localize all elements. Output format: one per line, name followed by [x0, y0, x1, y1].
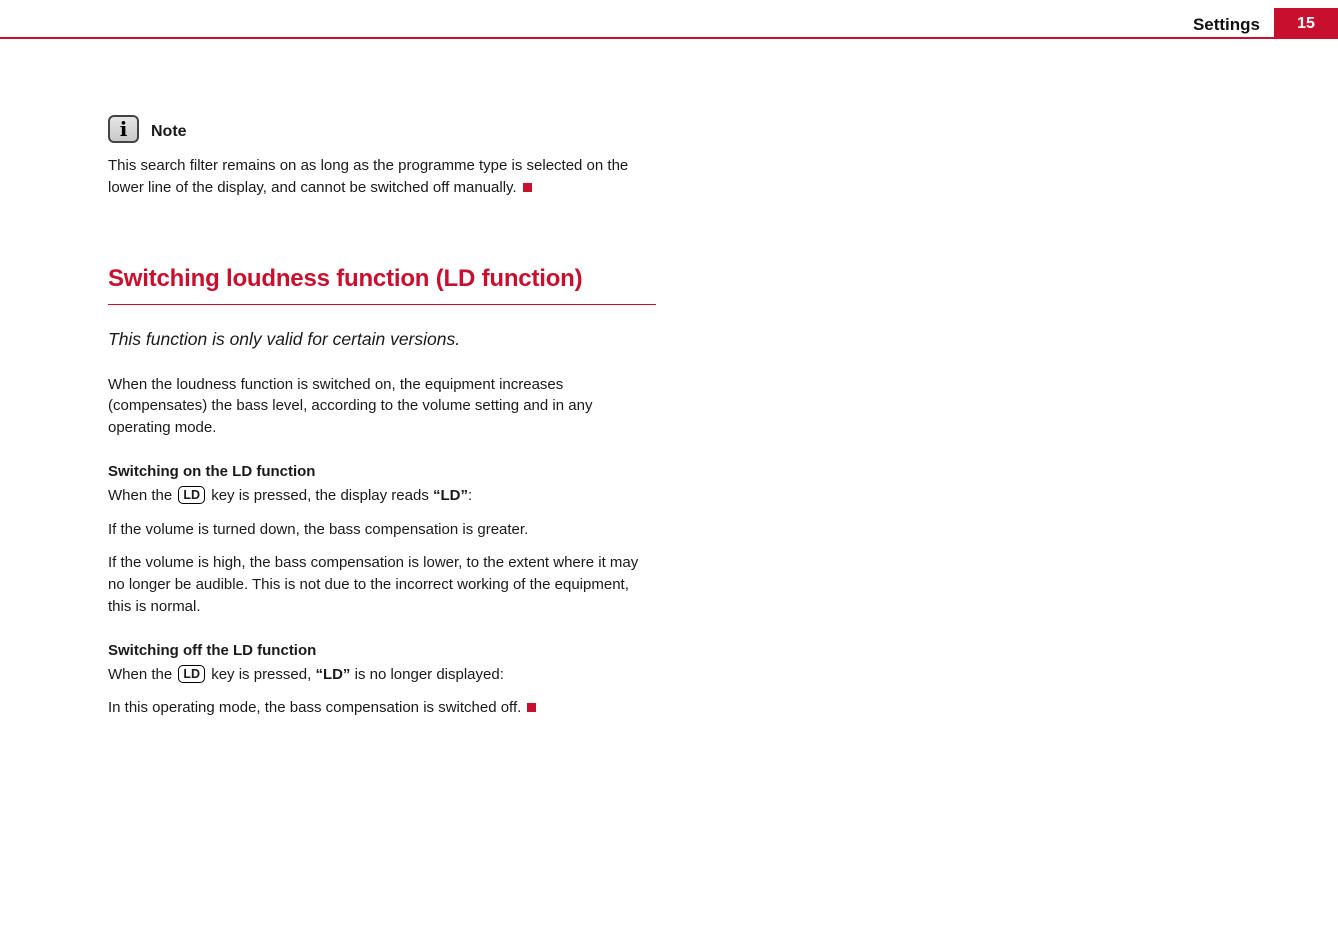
switch-on-paragraph-2: If the volume is turned down, the bass compensation is greater. — [108, 520, 529, 538]
validity-note: This function is only valid for certain versions. — [108, 328, 461, 349]
note-label: Note — [151, 123, 187, 140]
page-content — [0, 115, 660, 719]
intro-paragraph: When the loudness function is switched on, the equipment increases (compensates) the bass level, according to the volume setting and in any operating mode. — [108, 375, 593, 436]
section-title: Switching loudness function (LD function) — [108, 265, 656, 305]
note-block — [108, 115, 656, 199]
switch-on-line1-bold: “LD” — [433, 486, 468, 504]
switch-off-paragraph-2 — [108, 697, 656, 719]
switch-off-line1-middle: key is pressed, — [207, 665, 316, 683]
switch-off-line1 — [108, 664, 656, 686]
switch-off-line1-bold: “LD” — [315, 665, 351, 683]
switch-on-line1 — [108, 485, 656, 507]
switch-off-line1-prefix: When the — [108, 665, 177, 683]
note-text-body: This search filter remains on as long as the programme type is selected on the lower line of the display, and cannot be switched off manually. — [108, 157, 629, 196]
subheading-switch-on: Switching on the LD function — [108, 462, 316, 480]
subheading-switch-off: Switching off the LD function — [108, 641, 317, 659]
header-title: Settings — [1192, 15, 1260, 34]
switch-on-line1-suffix: : — [468, 486, 473, 504]
page-header — [0, 0, 1338, 39]
switch-on-paragraph-3: If the volume is high, the bass compensation is lower, to the extent where it may no longer be audible. This is not due to the incorrect working of the equipment, this is normal. — [108, 554, 639, 615]
note-header — [108, 115, 656, 143]
end-of-section-marker — [523, 183, 532, 192]
switch-on-line1-middle: key is pressed, the display reads — [207, 486, 433, 504]
switch-off-line1-suffix: is no longer displayed: — [350, 665, 504, 683]
note-text — [108, 155, 656, 199]
page-number-badge: 15 — [1274, 8, 1338, 39]
switch-on-line1-prefix: When the — [108, 486, 177, 504]
end-of-section-marker — [527, 703, 536, 712]
ld-key-label: LD — [178, 665, 205, 683]
info-icon: i — [108, 115, 139, 143]
ld-key-label: LD — [178, 486, 205, 504]
switch-off-paragraph-2-body: In this operating mode, the bass compensation is switched off. — [108, 699, 522, 717]
